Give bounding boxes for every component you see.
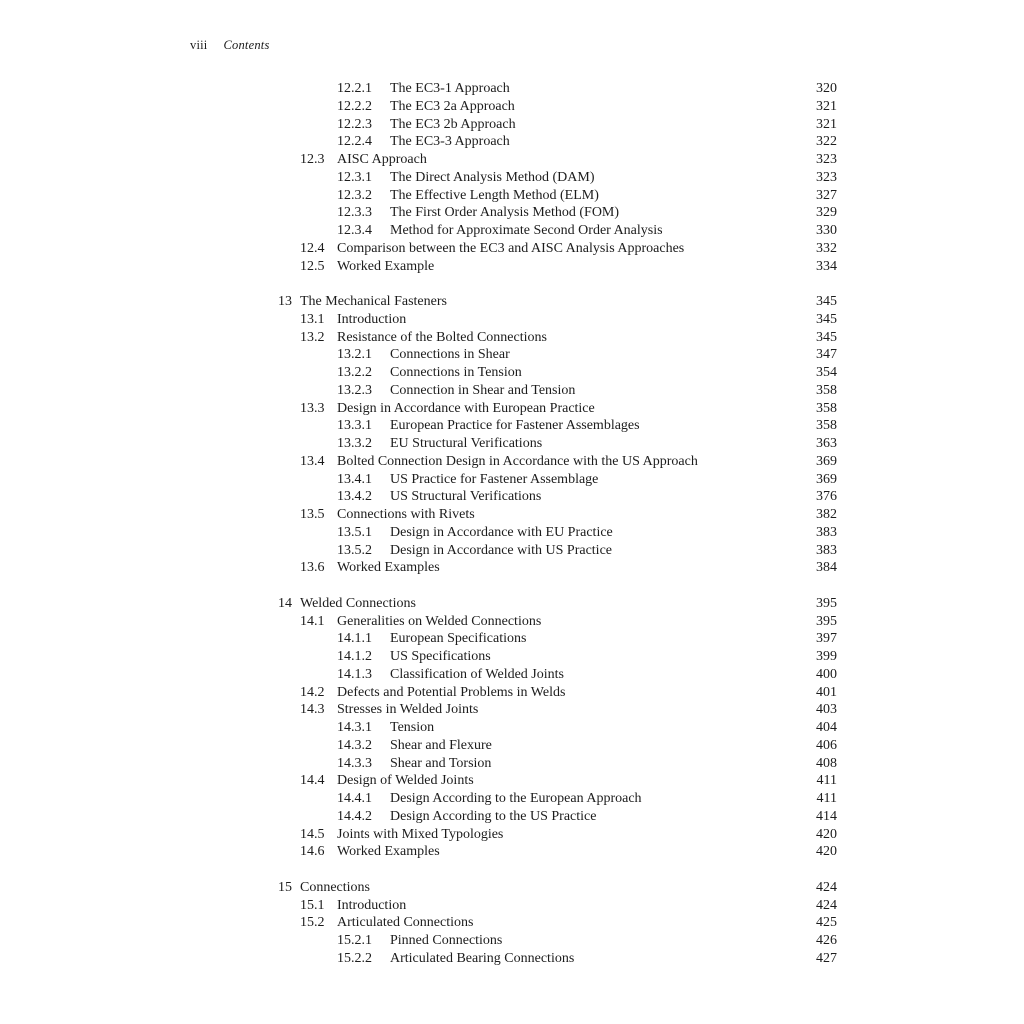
entry-number: 13.3.1	[337, 418, 372, 434]
entry-page-number: 401	[816, 684, 837, 700]
entry-page-number: 404	[816, 720, 837, 735]
entry-title: Articulated Bearing Connections	[390, 950, 575, 966]
entry-title: The First Order Analysis Method (FOM)	[390, 205, 620, 221]
entry-title: Generalities on Welded Connections	[337, 613, 542, 629]
entry-page-number: 332	[816, 240, 837, 256]
entry-title: Welded Connections	[300, 595, 416, 611]
toc-entry	[278, 80, 837, 98]
entry-page-number: 395	[816, 613, 837, 629]
toc-entry	[278, 932, 837, 950]
entry-title: The EC3 2a Approach	[390, 98, 515, 114]
toc-entry	[278, 435, 837, 453]
entry-page-number: 358	[816, 418, 837, 434]
toc-entry	[278, 240, 837, 258]
toc-entry	[278, 790, 837, 808]
entry-number: 15.2	[300, 915, 325, 931]
entry-number: 13.3	[300, 400, 325, 416]
entry-title: The Effective Length Method (ELM)	[390, 187, 599, 203]
folio-page-number: viii	[190, 38, 208, 52]
entry-number: 12.2.2	[337, 98, 372, 114]
toc-entry	[278, 293, 837, 311]
entry-title: Bolted Connection Design in Accordance with the US Approach	[337, 453, 698, 469]
entry-title: Introduction	[337, 897, 407, 913]
toc-entry	[278, 258, 837, 276]
entry-number: 14.3.3	[337, 755, 372, 771]
toc-entry	[278, 826, 837, 844]
entry-title: Connections	[300, 879, 370, 895]
entry-number: 14.5	[300, 826, 325, 842]
entry-number: 15.2.1	[337, 933, 372, 948]
entry-title: Introduction	[337, 311, 407, 327]
toc-entry	[278, 222, 837, 240]
entry-title: Design of Welded Joints	[337, 773, 474, 789]
entry-number: 12.3.4	[337, 223, 372, 238]
toc-entry	[278, 648, 837, 666]
entry-number: 14.4	[300, 773, 325, 789]
entry-number: 13.2.1	[337, 347, 372, 363]
entry-number: 15.2.2	[337, 950, 372, 966]
entry-page-number: 426	[816, 933, 837, 948]
entry-page-number: 363	[816, 436, 837, 451]
toc-entry	[278, 151, 837, 169]
entry-page-number: 345	[816, 329, 837, 345]
header-title: Contents	[223, 38, 270, 52]
toc-entry	[278, 116, 837, 134]
entry-page-number: 382	[816, 507, 837, 522]
entry-number: 13.5.2	[337, 542, 372, 558]
toc-entry	[278, 311, 837, 329]
toc-entry	[278, 382, 837, 400]
entry-page-number: 403	[816, 702, 837, 718]
entry-page-number: 369	[816, 453, 837, 469]
entry-title: The Direct Analysis Method (DAM)	[390, 169, 595, 185]
entry-number: 14.3	[300, 702, 325, 718]
entry-page-number: 323	[816, 169, 837, 185]
entry-title: Stresses in Welded Joints	[337, 702, 479, 718]
entry-page-number: 358	[816, 400, 837, 416]
entry-page-number: 397	[816, 631, 837, 647]
entry-number: 13.2.3	[337, 382, 372, 398]
toc-entry	[278, 914, 837, 932]
toc-entry	[278, 772, 837, 790]
entry-number: 12.4	[300, 240, 325, 256]
entry-number: 12.3.3	[337, 205, 372, 221]
entry-page-number: 330	[816, 223, 837, 238]
entry-title: Design in Accordance with US Practice	[390, 542, 612, 558]
entry-number: 13.5.1	[337, 524, 372, 540]
entry-title: US Practice for Fastener Assemblage	[390, 471, 599, 487]
entry-number: 14.1.1	[337, 631, 372, 647]
entry-page-number: 424	[816, 879, 837, 895]
entry-page-number: 369	[816, 471, 837, 487]
entry-title: The Mechanical Fasteners	[300, 294, 447, 309]
entry-title: Connection in Shear and Tension	[390, 382, 576, 398]
toc-entry	[278, 666, 837, 684]
entry-page-number: 420	[816, 844, 837, 860]
entry-page-number: 323	[816, 152, 837, 167]
entry-page-number: 358	[816, 382, 837, 398]
toc-entry	[278, 843, 837, 861]
toc-entry	[278, 506, 837, 524]
running-header	[190, 38, 270, 53]
entry-page-number: 425	[816, 915, 837, 931]
entry-title: Worked Examples	[337, 844, 440, 860]
entry-title: US Structural Verifications	[390, 489, 542, 505]
entry-page-number: 383	[816, 542, 837, 558]
entry-title: Design in Accordance with European Practice	[337, 400, 595, 416]
toc-entry	[278, 719, 837, 737]
entry-number: 14.1.2	[337, 649, 372, 664]
toc-entry	[278, 364, 837, 382]
entry-title: The EC3-3 Approach	[390, 134, 510, 150]
entry-page-number: 399	[816, 649, 837, 664]
entry-number: 12.3.1	[337, 169, 372, 185]
toc-entry	[278, 524, 837, 542]
toc-entry	[278, 346, 837, 364]
entry-title: Shear and Torsion	[390, 755, 492, 771]
toc-entry	[278, 169, 837, 187]
toc-entry	[278, 453, 837, 471]
entry-page-number: 327	[816, 187, 837, 203]
entry-number: 14.1	[300, 613, 325, 629]
entry-title: AISC Approach	[337, 152, 427, 167]
entry-title: Defects and Potential Problems in Welds	[337, 684, 566, 700]
entry-number: 13.4	[300, 453, 325, 469]
toc-entry	[278, 488, 837, 506]
entry-title: EU Structural Verifications	[390, 436, 543, 451]
entry-title: Articulated Connections	[337, 915, 474, 931]
entry-title: Worked Examples	[337, 560, 440, 576]
toc-entry	[278, 755, 837, 773]
toc-entry	[278, 471, 837, 489]
toc-entry	[278, 737, 837, 755]
toc-group	[278, 595, 837, 861]
entry-page-number: 354	[816, 365, 837, 380]
entry-page-number: 345	[816, 294, 837, 309]
entry-title: Shear and Flexure	[390, 737, 492, 753]
entry-title: Pinned Connections	[390, 933, 503, 948]
entry-number: 13.6	[300, 560, 325, 576]
toc-entry	[278, 98, 837, 116]
entry-page-number: 320	[816, 81, 837, 96]
table-of-contents	[278, 80, 837, 968]
entry-page-number: 427	[816, 950, 837, 966]
toc-entry	[278, 204, 837, 222]
entry-page-number: 400	[816, 666, 837, 682]
toc-entry	[278, 595, 837, 613]
entry-page-number: 408	[816, 755, 837, 771]
entry-title: Design in Accordance with EU Practice	[390, 524, 613, 540]
toc-entry	[278, 542, 837, 560]
entry-page-number: 411	[816, 791, 837, 806]
entry-number: 12.2.4	[337, 134, 372, 150]
entry-page-number: 420	[816, 826, 837, 842]
entry-title: European Specifications	[390, 631, 527, 647]
entry-page-number: 334	[816, 258, 837, 274]
entry-number: 13.1	[300, 311, 325, 327]
toc-entry	[278, 559, 837, 577]
entry-number: 12.2.1	[337, 81, 372, 96]
entry-title: Method for Approximate Second Order Analysis	[390, 223, 663, 238]
entry-title: Classification of Welded Joints	[390, 666, 564, 682]
toc-entry	[278, 400, 837, 418]
toc-entry	[278, 187, 837, 205]
entry-page-number: 329	[816, 205, 837, 221]
toc-entry	[278, 950, 837, 968]
entry-page-number: 321	[816, 98, 837, 114]
entry-page-number: 406	[816, 737, 837, 753]
entry-page-number: 411	[816, 773, 837, 789]
entry-title: Tension	[390, 720, 435, 735]
entry-number: 13.2.2	[337, 365, 372, 380]
entry-page-number: 376	[816, 489, 837, 505]
entry-page-number: 345	[816, 311, 837, 327]
entry-title: The EC3 2b Approach	[390, 116, 516, 132]
entry-page-number: 347	[816, 347, 837, 363]
toc-entry	[278, 613, 837, 631]
entry-number: 15	[278, 879, 292, 895]
toc-entry	[278, 417, 837, 435]
entry-title: Connections in Shear	[390, 347, 510, 363]
entry-page-number: 395	[816, 595, 837, 611]
entry-number: 14	[278, 595, 292, 611]
toc-entry	[278, 808, 837, 826]
entry-number: 14.3.2	[337, 737, 372, 753]
toc-entry	[278, 897, 837, 915]
entry-number: 13	[278, 294, 292, 309]
entry-title: Joints with Mixed Typologies	[337, 826, 504, 842]
entry-title: Design According to the US Practice	[390, 808, 597, 824]
entry-title: Connections in Tension	[390, 365, 522, 380]
entry-page-number: 424	[816, 897, 837, 913]
entry-page-number: 414	[816, 808, 837, 824]
toc-entry	[278, 879, 837, 897]
entry-title: Resistance of the Bolted Connections	[337, 329, 547, 345]
entry-number: 12.3.2	[337, 187, 372, 203]
entry-number: 13.5	[300, 507, 325, 522]
entry-title: The EC3-1 Approach	[390, 81, 510, 96]
entry-page-number: 322	[816, 134, 837, 150]
toc-entry	[278, 133, 837, 151]
entry-number: 14.4.1	[337, 791, 372, 806]
toc-entry	[278, 701, 837, 719]
entry-number: 14.1.3	[337, 666, 372, 682]
entry-number: 12.5	[300, 258, 325, 274]
entry-number: 12.3	[300, 152, 325, 167]
toc-entry	[278, 329, 837, 347]
toc-entry	[278, 630, 837, 648]
entry-title: Design According to the European Approach	[390, 791, 642, 806]
entry-number: 13.2	[300, 329, 325, 345]
entry-page-number: 383	[816, 524, 837, 540]
entry-title: Worked Example	[337, 258, 435, 274]
entry-number: 12.2.3	[337, 116, 372, 132]
entry-title: US Specifications	[390, 649, 491, 664]
toc-group	[278, 80, 837, 275]
entry-title: European Practice for Fastener Assemblages	[390, 418, 640, 434]
toc-entry	[278, 684, 837, 702]
entry-number: 14.6	[300, 844, 325, 860]
entry-title: Connections with Rivets	[337, 507, 475, 522]
toc-group	[278, 293, 837, 577]
entry-title: Comparison between the EC3 and AISC Analysis Approaches	[337, 240, 685, 256]
entry-number: 13.4.2	[337, 489, 372, 505]
entry-number: 15.1	[300, 897, 325, 913]
toc-group	[278, 879, 837, 968]
entry-number: 13.3.2	[337, 436, 372, 451]
entry-page-number: 384	[816, 560, 837, 576]
entry-number: 14.3.1	[337, 720, 372, 735]
entry-number: 13.4.1	[337, 471, 372, 487]
entry-page-number: 321	[816, 116, 837, 132]
entry-number: 14.2	[300, 684, 325, 700]
entry-number: 14.4.2	[337, 808, 372, 824]
